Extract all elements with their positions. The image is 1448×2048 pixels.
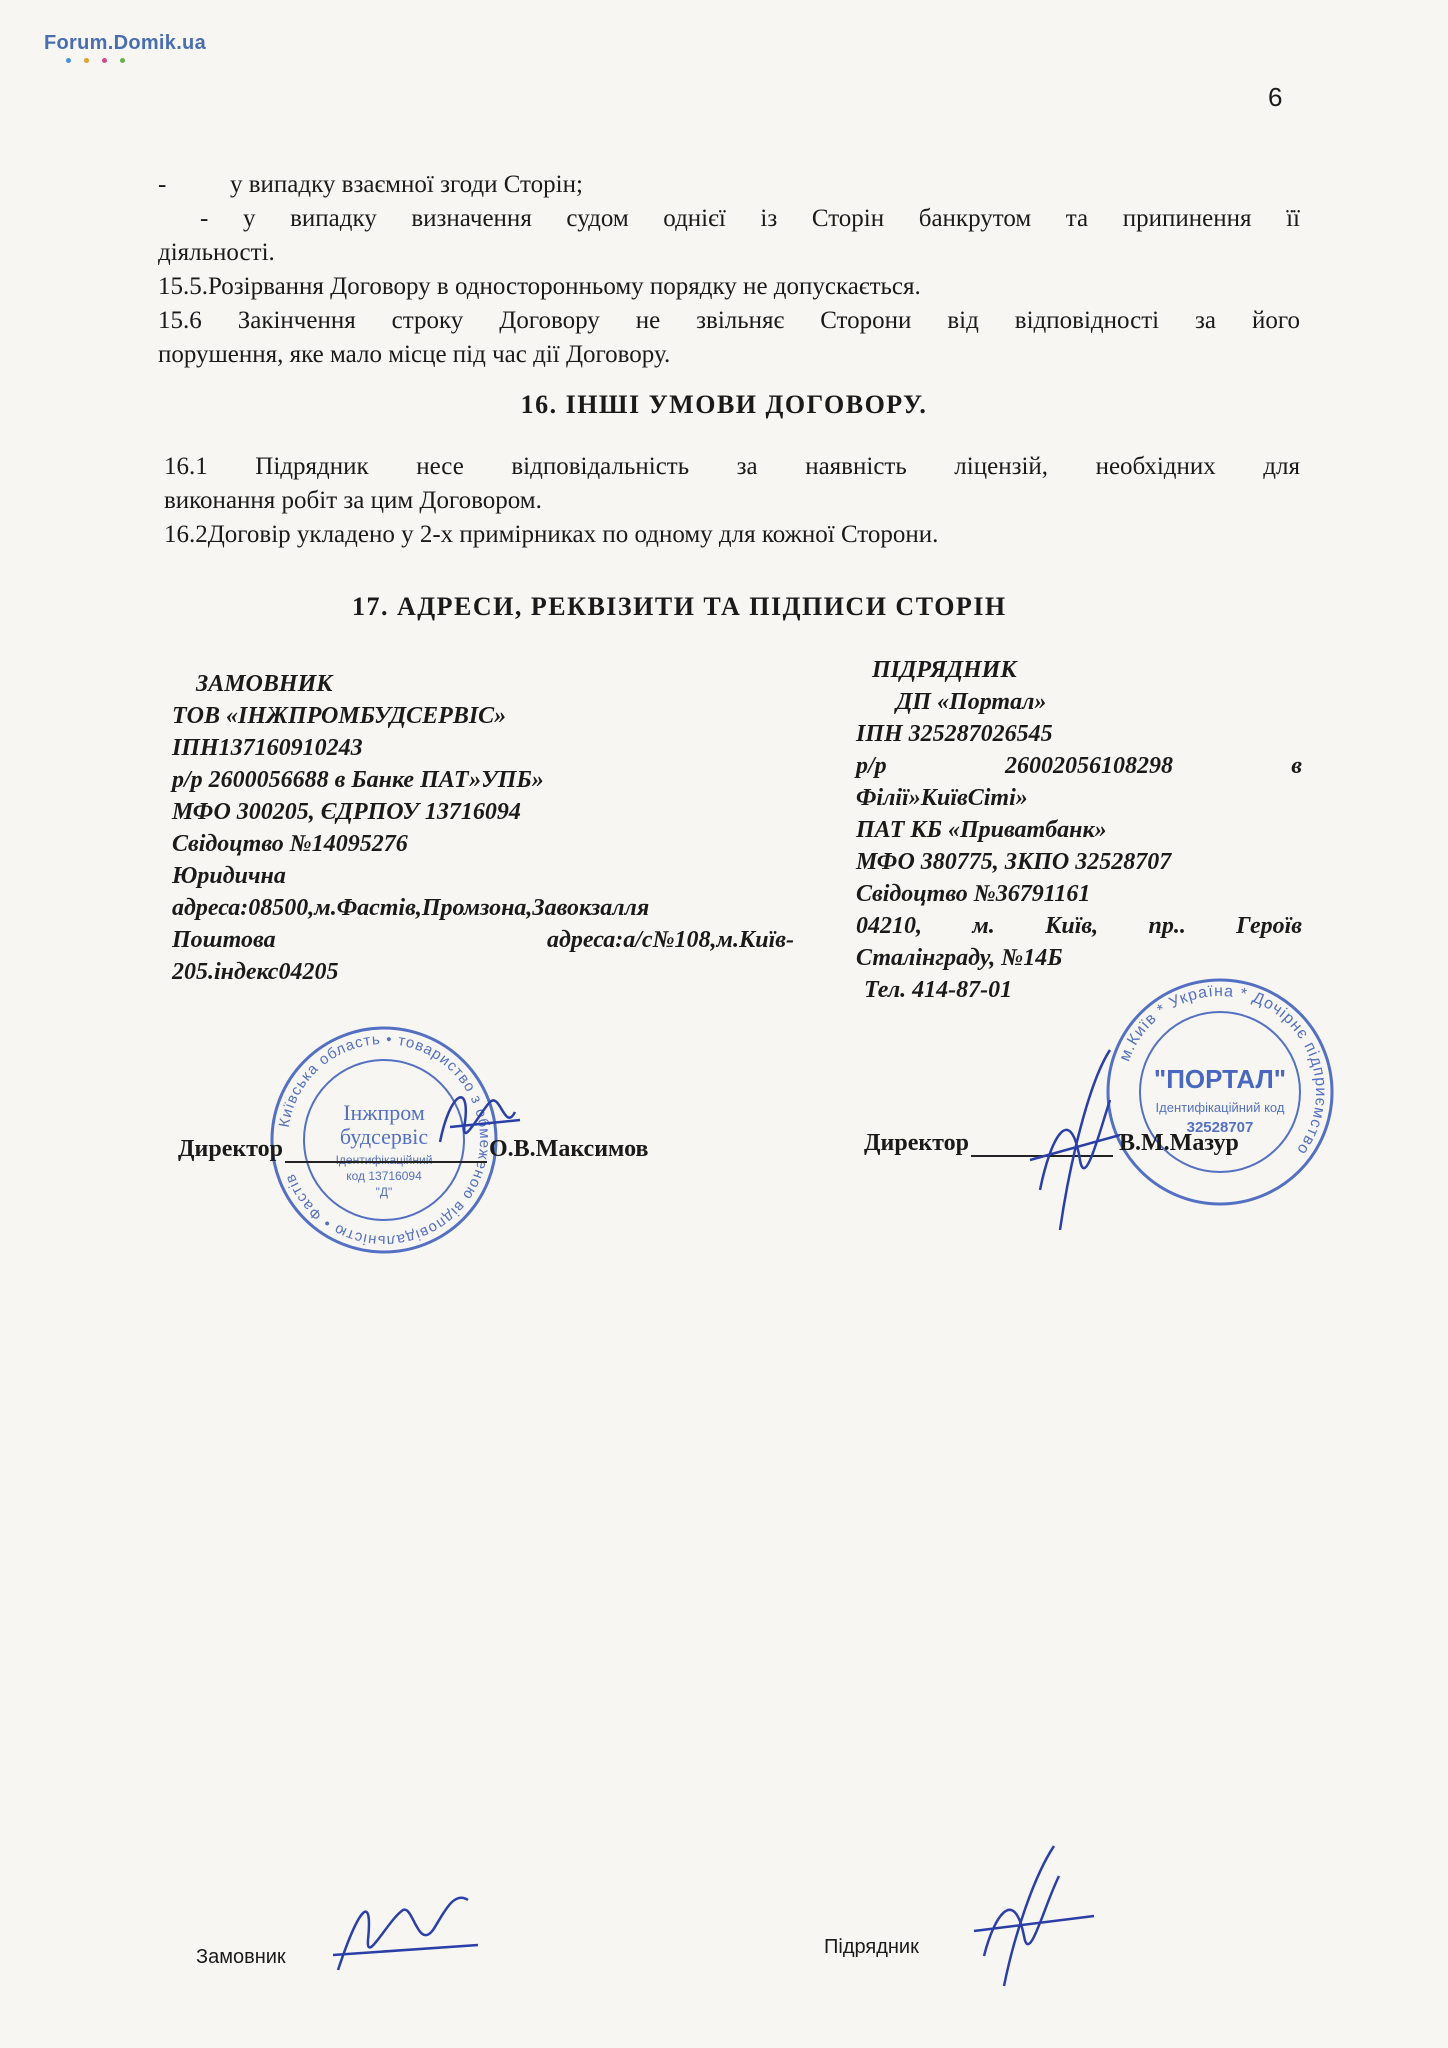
footer-customer-label: Замовник: [196, 1946, 286, 1968]
customer-stamp-name-2: будсервіс: [339, 1124, 429, 1149]
customer-director-label: Директор: [178, 1136, 283, 1162]
contractor-account-row: [856, 750, 1302, 782]
contractor-role: ПІДРЯДНИК: [872, 657, 1017, 683]
customer-role: ЗАМОВНИК: [196, 671, 333, 697]
contractor-branch: Філії»КиївСіті»: [856, 785, 1028, 811]
contractor-director-label: Директор: [864, 1130, 969, 1156]
list-item: [158, 168, 1300, 202]
list-item-text: у випадку визначення судом однієї із Сторін банкрутом та припинення її: [242, 205, 1301, 232]
section-17-heading: 17. АДРЕСИ, РЕКВІЗИТИ ТА ПІДПИСИ СТОРІН: [352, 592, 1007, 621]
customer-stamp-ring-text: Київська область • товариство з обмеженою відповідальністю • Фастів: [275, 1030, 494, 1250]
contractor-account-in: в: [1291, 753, 1302, 779]
footer-customer-initials: [328, 1870, 488, 1990]
customer-signature: [430, 1072, 530, 1162]
customer-postal-row: [172, 924, 794, 956]
section-16-heading: 16. ІНШІ УМОВИ ДОГОВОРУ.: [520, 390, 928, 419]
section-15: [158, 168, 1300, 372]
customer-postal-address: адреса:а/с№108,м.Київ-: [547, 927, 794, 953]
paragraph-15-6-cont: порушення, яке мало місце під час дії Договору.: [158, 341, 671, 368]
watermark-dot: [120, 58, 125, 63]
footer-contractor-label: Підрядник: [824, 1936, 919, 1958]
watermark-dot: [66, 58, 71, 63]
customer-stamp-letter: "Д": [375, 1185, 393, 1199]
contractor-name: ДП «Портал»: [896, 689, 1047, 715]
contractor-stamp-code: 32528707: [1186, 1119, 1254, 1136]
contractor-account-number: 26002056108298: [1004, 753, 1173, 779]
contractor-stamp-ring-text: м.Київ * Україна * Дочірнє підприємство: [1116, 982, 1330, 1159]
contractor-stamp: [1102, 974, 1338, 1210]
customer-ipn: ІПН137160910243: [172, 735, 363, 761]
list-dash: -: [200, 205, 209, 232]
customer-name: ТОВ «ІНЖПРОМБУДСЕРВІС»: [172, 703, 507, 729]
customer-legal-address: адреса:08500,м.Фастів,Промзона,Завокзалля: [172, 895, 650, 921]
customer-director-name: О.В.Максимов: [489, 1136, 649, 1162]
customer-mfo: МФО 300205, ЄДРПОУ 13716094: [172, 799, 521, 825]
customer-certificate: Свідоцтво №14095276: [172, 831, 408, 857]
contractor-certificate: Свідоцтво №36791161: [856, 881, 1091, 907]
watermark-dots: [66, 58, 125, 63]
contractor-address-cont: Сталінграду, №14Б: [856, 945, 1063, 971]
list-item-text: у випадку взаємної згоди Сторін;: [230, 171, 583, 198]
contractor-bank: ПАТ КБ «Приватбанк»: [856, 817, 1107, 843]
watermark-logo: Forum.Domik.ua: [44, 32, 206, 54]
contractor-details: [856, 654, 1302, 1006]
paragraph-16-1: 16.1 Підрядник несе відповідальність за наявність ліцензій, необхідних для: [164, 453, 1300, 480]
page-number: 6: [1268, 82, 1283, 112]
watermark-dot: [102, 58, 107, 63]
customer-account: р/р 2600056688 в Банке ПАТ»УПБ»: [172, 767, 544, 793]
section-16: [164, 450, 1300, 552]
customer-details: [172, 668, 812, 988]
paragraph-15-5: 15.5.Розірвання Договору в односторонньому порядку не допускається.: [158, 273, 921, 300]
list-dash: -: [158, 171, 167, 198]
customer-postal-index: 205.індекс04205: [172, 959, 339, 985]
list-item: [158, 202, 1300, 236]
list-item-continuation: діяльності.: [158, 239, 275, 266]
paragraph-16-1-cont: виконання робіт за цим Договором.: [164, 487, 542, 514]
contractor-mfo: МФО 380775, ЗКПО 32528707: [856, 849, 1172, 875]
customer-stamp-name: Інжпром: [343, 1100, 425, 1125]
customer-stamp-code-label: Ідентифікаційний: [335, 1153, 433, 1167]
contractor-signature: [1010, 1040, 1130, 1240]
contractor-ipn: ІПН 325287026545: [856, 721, 1053, 747]
contractor-stamp-name: "ПОРТАЛ": [1153, 1064, 1287, 1094]
paragraph-16-2: 16.2Договір укладено у 2-х примірниках по одному для кожної Сторони.: [164, 521, 939, 548]
contractor-address: 04210, м. Київ, пр.. Героїв: [856, 913, 1302, 939]
contractor-stamp-code-label: Ідентифікаційний код: [1155, 1100, 1285, 1115]
contractor-director-name: В.М.Мазур: [1119, 1130, 1239, 1156]
customer-legal-label: Юридична: [172, 863, 286, 889]
watermark-dot: [84, 58, 89, 63]
contractor-phone: Тел. 414-87-01: [864, 977, 1013, 1003]
customer-stamp-code: код 13716094: [346, 1169, 422, 1183]
contractor-account-label: р/р: [856, 753, 887, 779]
customer-postal-label: Поштова: [172, 927, 276, 953]
customer-director-line: [178, 1136, 648, 1163]
footer-contractor-initials: [964, 1836, 1114, 1996]
paragraph-15-6: 15.6 Закінчення строку Договору не звільняє Сторони від відповідності за його: [158, 307, 1300, 334]
